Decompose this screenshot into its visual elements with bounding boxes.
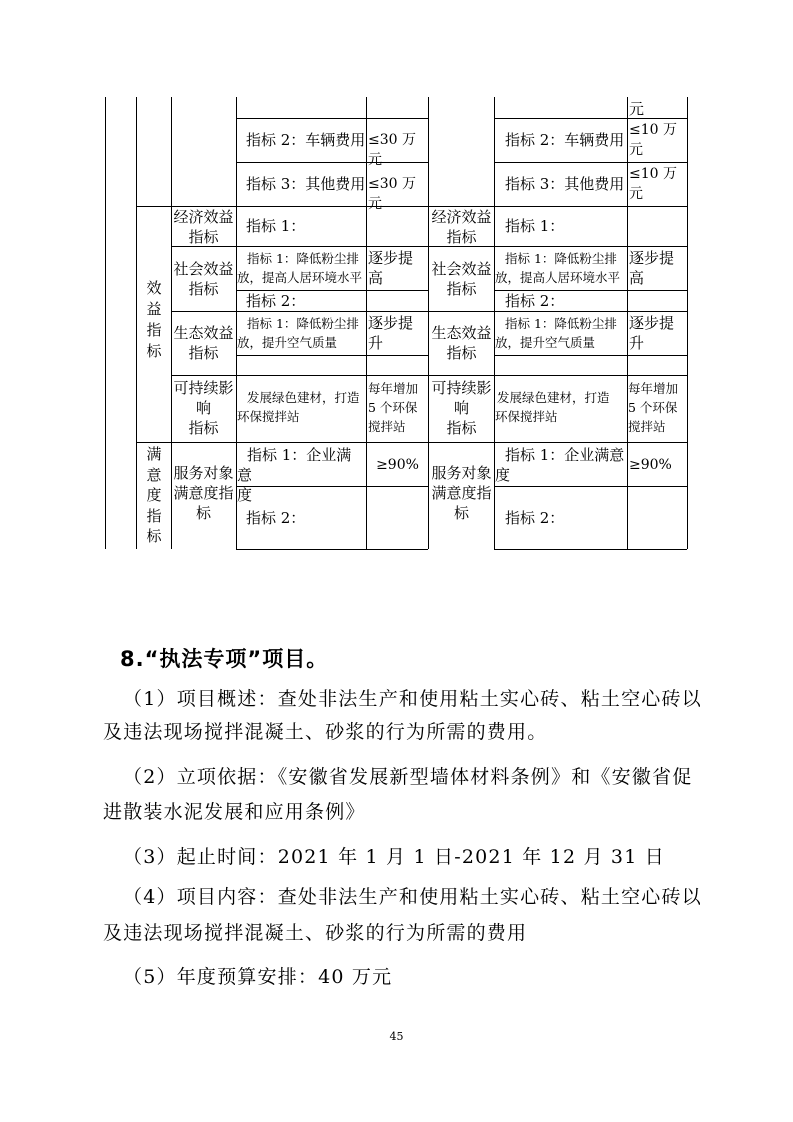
- right-service-indicator2: 指标 2：: [505, 509, 565, 527]
- paragraph-content-line2: 及违法现场搅拌混凝土、砂浆的行为所需的费用: [103, 922, 528, 944]
- table-border: [687, 97, 688, 549]
- left-sustain-label: 可持续影 响 指标: [173, 379, 234, 437]
- paragraph-period: （3）起止时间：2021 年 1 月 1 日-2021 年 12 月 31 日: [123, 846, 665, 868]
- right-eco-label: 生态效益 指标: [431, 324, 492, 362]
- left-social-indicator1: 指标 1：降低粉尘排 放，提高人居环境水平: [237, 251, 363, 285]
- left-other-indicator: 指标 3：其他费用: [246, 175, 366, 193]
- left-eco-indicator1: 指标 1：降低粉尘排 放，提升空气质量: [237, 316, 359, 350]
- right-cost-cell: 元: [629, 100, 645, 118]
- right-other-indicator: 指标 3：其他费用: [505, 175, 625, 193]
- right-service-label: 服务对象 满意度指 标: [431, 464, 492, 522]
- right-economic-indicator: 指标 1：: [505, 217, 565, 235]
- right-other-value: ≤10 万 元: [629, 166, 677, 202]
- left-economic-indicator: 指标 1：: [246, 217, 306, 235]
- left-economic-label: 经济效益 指标: [173, 208, 234, 246]
- paragraph-basis-line2: 进散装水泥发展和应用条例》: [103, 801, 366, 823]
- left-service-indicator1: 指标 1：企业满意 度: [237, 446, 352, 504]
- right-eco-indicator1: 指标 1：降低粉尘排 放，提升空气质量: [495, 316, 617, 350]
- left-sustain-indicator: 发展绿色建材，打造 环保搅拌站: [237, 390, 360, 424]
- left-vehicle-indicator: 指标 2：车辆费用: [246, 131, 366, 149]
- paragraph-overview-line1: （1）项目概述：查处非法生产和使用粘土实心砖、粘土空心砖以: [123, 688, 702, 710]
- performance-indicator-table: [0, 0, 793, 560]
- paragraph-overview-line2: 及违法现场搅拌混凝土、砂浆的行为所需的费用。: [103, 721, 548, 743]
- right-vehicle-indicator: 指标 2：车辆费用: [505, 131, 625, 149]
- right-economic-label: 经济效益 指标: [431, 208, 492, 246]
- left-service-label: 服务对象 满意度指 标: [173, 464, 234, 522]
- section-heading: 8.“执法专项”项目。: [120, 647, 329, 671]
- right-service-indicator1: 指标 1：企业满意 度: [495, 446, 625, 484]
- left-other-value: ≤30 万元: [368, 176, 416, 212]
- left-social-label: 社会效益 指标: [173, 260, 234, 298]
- right-vehicle-value: ≤10 万 元: [629, 122, 677, 158]
- benefit-category-label: 效 益 指 标: [146, 279, 162, 360]
- left-service-indicator2: 指标 2：: [246, 509, 306, 527]
- left-sustain-value: 每年增加 5 个环保 搅拌站: [368, 381, 419, 434]
- right-social-value1: 逐步提 高: [629, 249, 675, 287]
- right-service-value1: ≥90%: [629, 457, 672, 473]
- left-service-value1: ≥90%: [376, 457, 419, 473]
- right-social-indicator2: 指标 2：: [505, 292, 565, 310]
- satisfaction-category-label: 满 意 度 指 标: [146, 445, 162, 545]
- right-social-indicator1: 指标 1：降低粉尘排 放，提高人居环境水平: [495, 251, 621, 285]
- left-eco-label: 生态效益 指标: [173, 324, 234, 362]
- table-border: [105, 97, 106, 549]
- paragraph-budget: （5）年度预算安排：40 万元: [123, 966, 393, 988]
- right-eco-value1: 逐步提 升: [629, 314, 675, 352]
- table-border: [627, 97, 628, 549]
- page-number: 45: [389, 1030, 404, 1043]
- paragraph-basis-line1: （2）立项依据：《安徽省发展新型墙体材料条例》和《安徽省促: [123, 766, 693, 788]
- left-eco-value1: 逐步提 升: [368, 314, 414, 352]
- right-sustain-value: 每年增加 5 个环保 搅拌站: [628, 381, 679, 434]
- left-social-value1: 逐步提 高: [368, 249, 414, 287]
- right-sustain-label: 可持续影 响 指标: [431, 379, 492, 437]
- left-vehicle-value: ≤30 万元: [368, 132, 416, 168]
- left-social-indicator2: 指标 2：: [246, 292, 306, 310]
- right-sustain-indicator: 发展绿色建材，打造 环保搅拌站: [495, 390, 610, 424]
- table-border: [366, 97, 367, 549]
- paragraph-content-line1: （4）项目内容：查处非法生产和使用粘土实心砖、粘土空心砖以: [123, 886, 702, 908]
- right-social-label: 社会效益 指标: [431, 260, 492, 298]
